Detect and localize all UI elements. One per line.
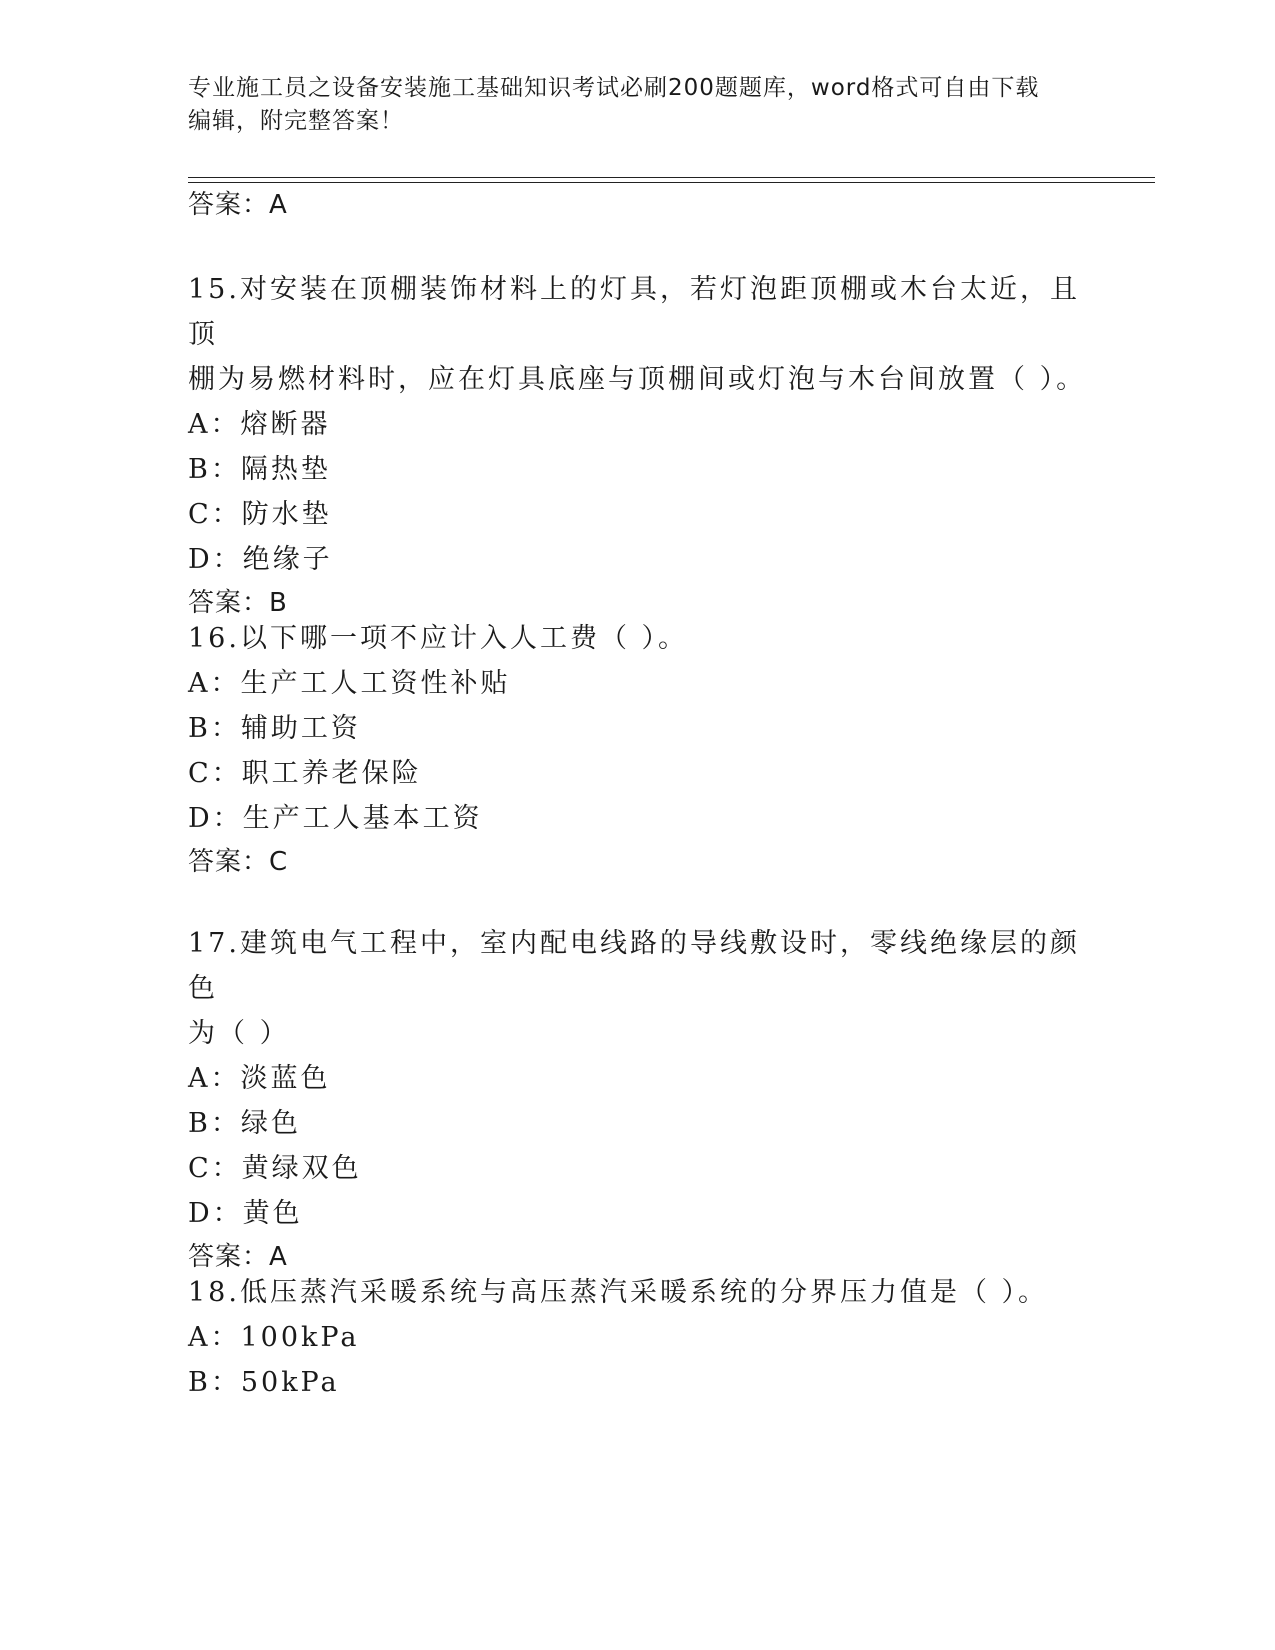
document-header (188, 72, 1068, 138)
option-a: A：熔断器 (188, 409, 331, 440)
answer-label: 答案：B (188, 588, 288, 618)
option-b: B：50kPa (188, 1367, 340, 1398)
question-text: 17.建筑电气工程中，室内配电线路的导线敷设时，零线绝缘层的颜色 (188, 928, 1080, 1004)
question-text: 18.低压蒸汽采暖系统与高压蒸汽采暖系统的分界压力值是（ ）。 (188, 1277, 1049, 1308)
option-a: A：淡蓝色 (188, 1063, 331, 1094)
option-d: D：黄色 (188, 1198, 303, 1229)
answer-block-14 (188, 188, 1088, 222)
question-block-17 (188, 921, 1088, 1274)
option-d: D：生产工人基本工资 (188, 803, 483, 834)
answer-label: 答案：A (188, 1242, 288, 1272)
option-b: B：隔热垫 (188, 454, 331, 485)
header-line-2: 编辑，附完整答案！ (188, 108, 404, 134)
option-b: B：绿色 (188, 1108, 301, 1139)
header-line-1: 专业施工员之设备安装施工基础知识考试必刷200题题库，word格式可自由下载 (188, 75, 1040, 101)
question-block-18 (188, 1270, 1088, 1405)
answer-label: 答案：C (188, 847, 289, 877)
question-text-cont: 棚为易燃材料时，应在灯具底座与顶棚间或灯泡与木台间放置（ ）。 (188, 364, 1087, 395)
option-c: C：黄绿双色 (188, 1153, 362, 1184)
option-b: B：辅助工资 (188, 713, 361, 744)
question-text: 15.对安装在顶棚装饰材料上的灯具，若灯泡距顶棚或木台太近，且顶 (188, 274, 1080, 350)
option-c: C：防水垫 (188, 499, 332, 530)
question-text-cont: 为（ ） (188, 1018, 290, 1049)
question-block-15 (188, 267, 1088, 620)
question-text: 16.以下哪一项不应计入人工费（ ）。 (188, 623, 689, 654)
option-c: C：职工养老保险 (188, 758, 422, 789)
question-block-16 (188, 616, 1088, 879)
option-d: D：绝缘子 (188, 544, 333, 575)
header-rule-top (188, 177, 1155, 178)
header-rule-bottom (188, 182, 1155, 183)
answer-label: 答案：A (188, 190, 288, 220)
option-a: A：100kPa (188, 1322, 360, 1353)
option-a: A：生产工人工资性补贴 (188, 668, 511, 699)
